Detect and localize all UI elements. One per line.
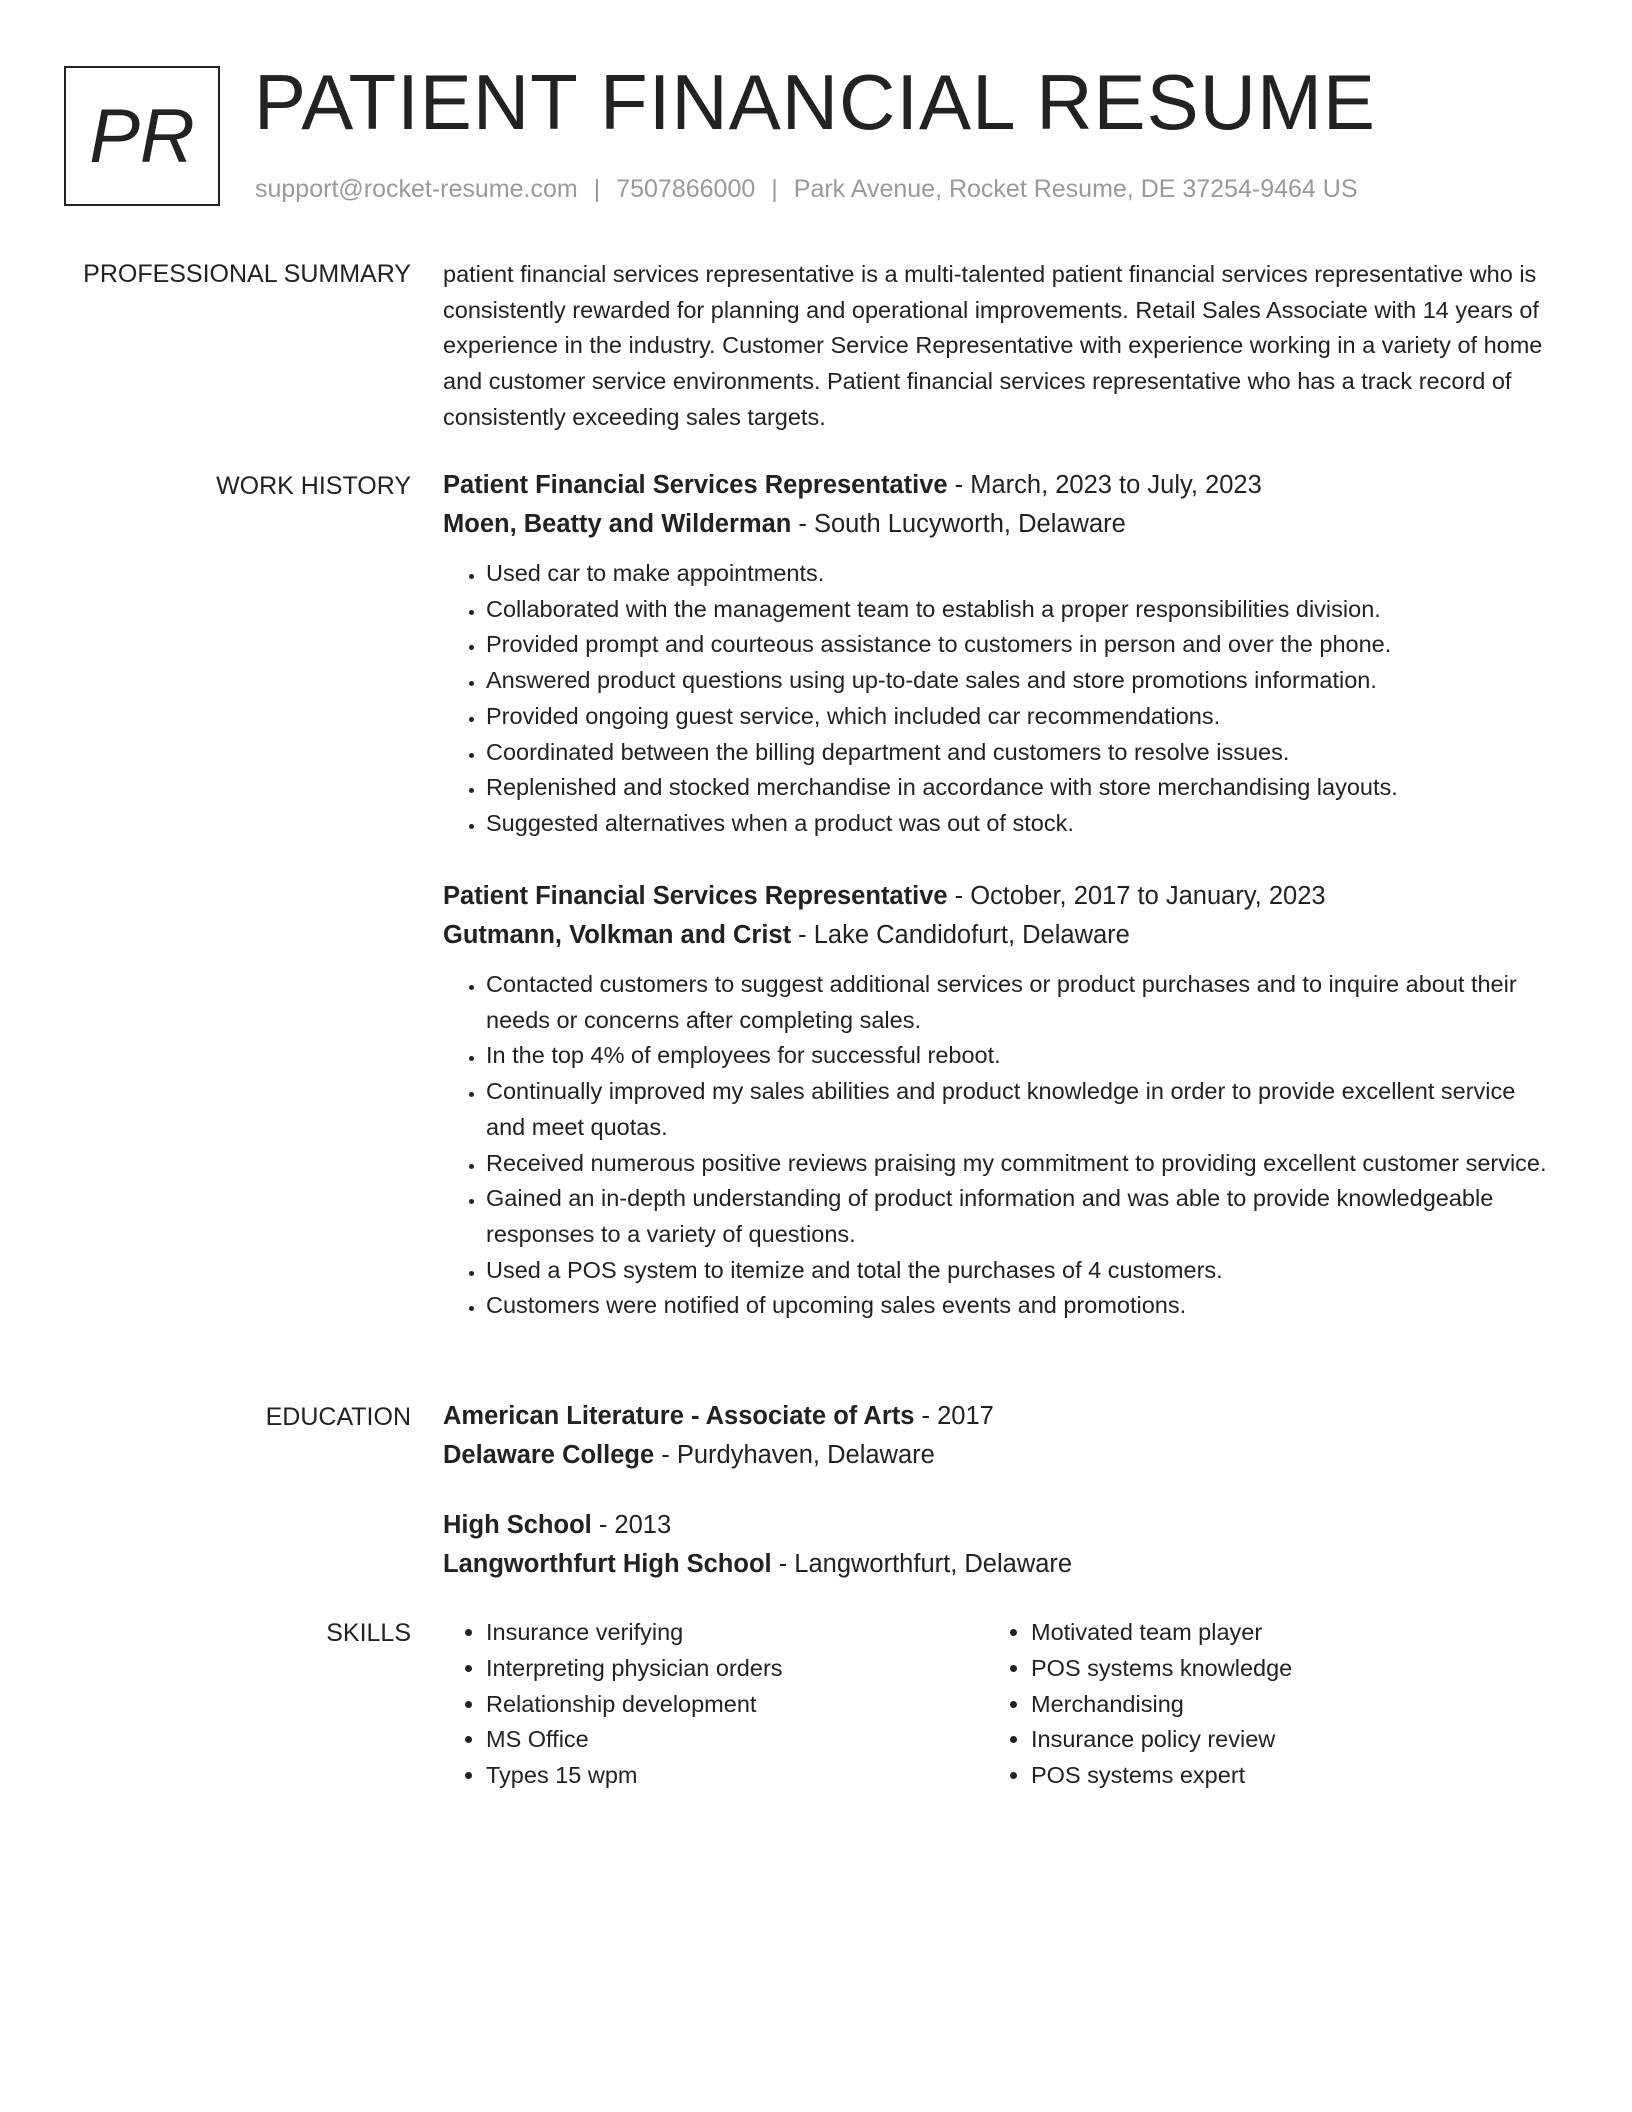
section-label-summary: PROFESSIONAL SUMMARY	[83, 260, 411, 288]
job-company: Moen, Beatty and Wilderman	[443, 510, 792, 538]
section-label-skills: SKILLS	[326, 1619, 411, 1647]
education-school-line	[443, 1436, 1558, 1475]
skill-item: • Motivated team player	[1031, 1615, 1528, 1651]
summary-section	[443, 257, 1558, 436]
job-bullet: • Suggested alternatives when a product was out of stock.	[486, 806, 1558, 842]
contact-line	[255, 172, 1358, 206]
education-location: - Purdyhaven, Delaware	[654, 1441, 935, 1469]
contact-separator: |	[593, 175, 601, 203]
contact-address: Park Avenue, Rocket Resume, DE 37254-9464 US	[793, 175, 1358, 203]
education-location: - Langworthfurt, Delaware	[771, 1550, 1073, 1578]
job-bullet: • In the top 4% of employees for successful reboot.	[486, 1038, 1558, 1074]
resume-title: PATIENT FINANCIAL RESUME	[254, 58, 1376, 146]
job-bullet: • Contacted customers to suggest additional services or product purchases and to inquire about their needs or concerns after completing sales.	[486, 967, 1558, 1038]
skill-item: • POS systems expert	[1031, 1758, 1528, 1794]
job-company: Gutmann, Volkman and Crist	[443, 921, 792, 949]
job-bullet: • Used a POS system to itemize and total the purchases of 4 customers.	[486, 1253, 1558, 1289]
job-location: - Lake Candidofurt, Delaware	[791, 921, 1130, 949]
education-year: - 2017	[914, 1402, 994, 1430]
job-bullet: • Received numerous positive reviews praising my commitment to providing excellent customer service.	[486, 1146, 1558, 1182]
education-entry	[443, 1506, 1558, 1584]
job-bullet: • Gained an in-depth understanding of product information and was able to provide knowledgeable responses to a variety of questions.	[486, 1181, 1558, 1252]
summary-text: patient financial services representative is a multi-talented patient financial services representative who is consistently rewarded for planning and operational improvements. Retail Sales Associate with 14 years of experience in the industry. Customer Service Representative with experience working in a variety of home and customer service environments. Patient financial services representative who has a track record of consistently exceeding sales targets.	[443, 261, 1543, 430]
education-degree-line	[443, 1397, 1558, 1436]
skill-item: • POS systems knowledge	[1031, 1651, 1528, 1687]
education-degree-line	[443, 1506, 1558, 1545]
job-bullet: • Provided ongoing guest service, which included car recommendations.	[486, 699, 1558, 735]
education-school: Langworthfurt High School	[443, 1550, 772, 1578]
education-entry	[443, 1397, 1558, 1475]
skill-item: • Relationship development	[486, 1687, 983, 1723]
education-school: Delaware College	[443, 1441, 655, 1469]
job-company-line	[443, 916, 1558, 955]
job-bullet: • Replenished and stocked merchandise in accordance with store merchandising layouts.	[486, 770, 1558, 806]
skills-column-right	[988, 1615, 1528, 1794]
skills-section	[443, 1615, 1558, 1815]
contact-email[interactable]: support@rocket-resume.com	[255, 175, 578, 203]
job-bullet-list	[443, 556, 1558, 842]
job-bullet-list	[443, 967, 1558, 1324]
job-title: Patient Financial Services Representative	[443, 882, 948, 910]
contact-phone[interactable]: 7507866000	[616, 175, 756, 203]
section-label-work-history: WORK HISTORY	[216, 472, 411, 500]
skill-item: • MS Office	[486, 1722, 983, 1758]
contact-separator: |	[771, 175, 778, 203]
job-dates: - March, 2023 to July, 2023	[947, 471, 1262, 499]
education-degree: American Literature - Associate of Arts	[443, 1402, 915, 1430]
job-title: Patient Financial Services Representative	[443, 471, 948, 499]
skill-item: • Insurance verifying	[486, 1615, 983, 1651]
education-year: - 2013	[591, 1511, 672, 1539]
job-entry	[443, 877, 1558, 1324]
job-company-line	[443, 505, 1558, 544]
education-degree: High School	[443, 1511, 592, 1539]
job-dates: - October, 2017 to January, 2023	[947, 882, 1326, 910]
skill-item: • Types 15 wpm	[486, 1758, 983, 1794]
job-location: - South Lucyworth, Delaware	[791, 510, 1126, 538]
skill-item: • Interpreting physician orders	[486, 1651, 983, 1687]
skill-item: • Insurance policy review	[1031, 1722, 1528, 1758]
skill-item: • Merchandising	[1031, 1687, 1528, 1723]
education-school-line	[443, 1545, 1558, 1584]
job-bullet: • Used car to make appointments.	[486, 556, 1558, 592]
monogram-logo: PR	[64, 66, 220, 206]
job-entry	[443, 466, 1558, 842]
job-bullet: • Continually improved my sales abilities and product knowledge in order to provide excellent service and meet quotas.	[486, 1074, 1558, 1145]
job-bullet: • Collaborated with the management team to establish a proper responsibilities division.	[486, 592, 1558, 628]
job-title-line	[443, 466, 1558, 505]
job-title-line	[443, 877, 1558, 916]
job-bullet: • Provided prompt and courteous assistance to customers in person and over the phone.	[486, 627, 1558, 663]
job-bullet: • Answered product questions using up-to-date sales and store promotions information.	[486, 663, 1558, 699]
job-bullet: • Customers were notified of upcoming sales events and promotions.	[486, 1288, 1558, 1324]
section-label-education: EDUCATION	[265, 1403, 411, 1431]
skills-column-left	[443, 1615, 983, 1794]
job-bullet: • Coordinated between the billing department and customers to resolve issues.	[486, 735, 1558, 771]
